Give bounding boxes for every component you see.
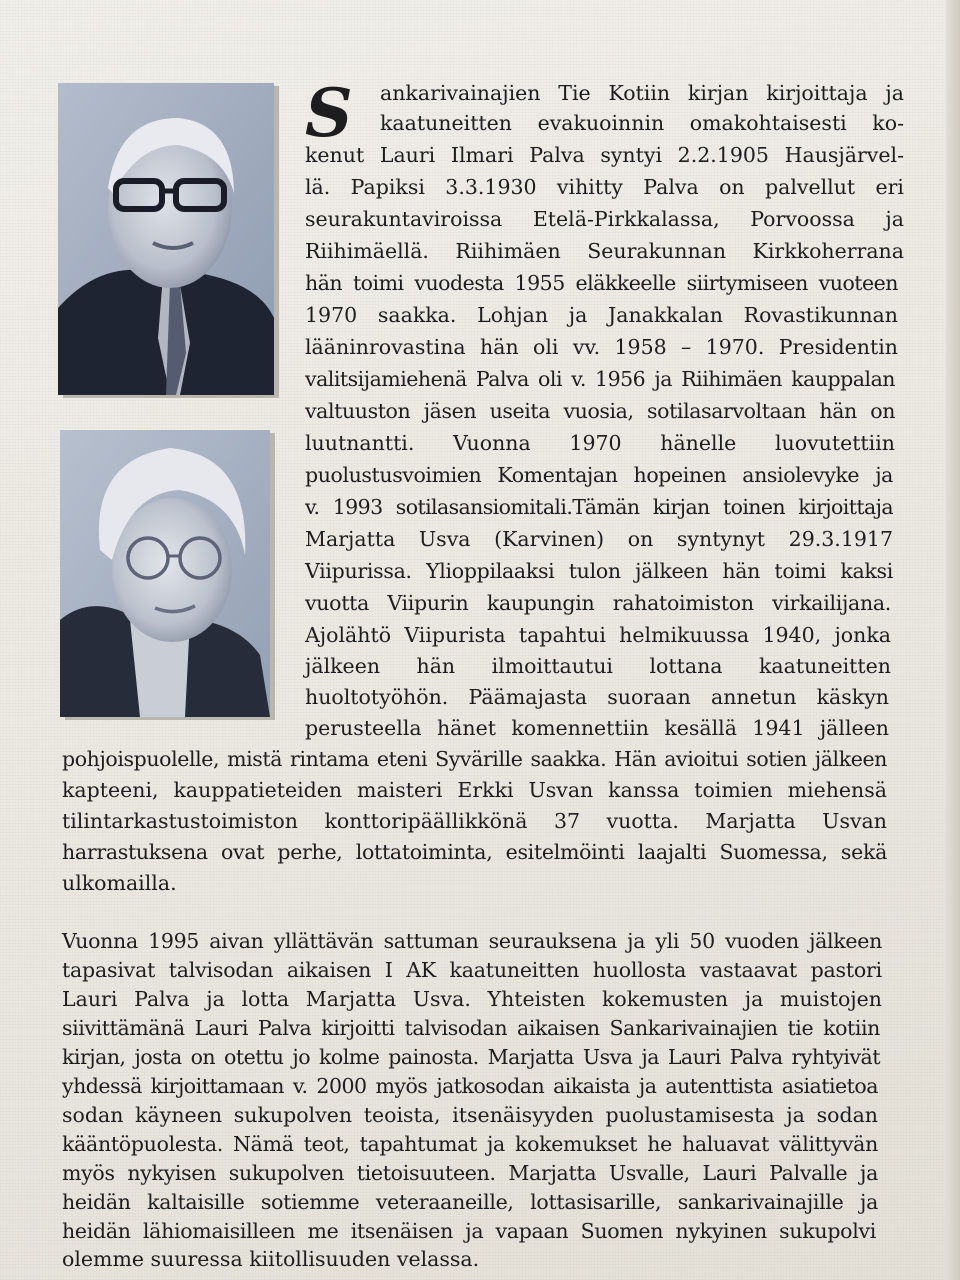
text-line: ulkomailla. bbox=[62, 871, 177, 895]
text-line: sodan käyneen sukupolven teoista, itsenäisyyden puolustamisesta ja sodan bbox=[62, 1103, 878, 1127]
page-edge bbox=[946, 0, 960, 1280]
text-line: heidän lähiomaisilleen me itsenäisen ja vapaan Suomen nykyinen sukupolvi bbox=[62, 1219, 876, 1243]
text-line: kenut Lauri Ilmari Palva syntyi 2.2.1905 Hausjärvel- bbox=[305, 143, 904, 167]
text-line: valtuuston jäsen useita vuosia, sotilasarvoltaan hän on bbox=[305, 399, 895, 423]
text-line: 1970 saakka. Lohjan ja Janakkalan Rovastikunnan bbox=[305, 303, 898, 327]
text-line: harrastuksena ovat perhe, lottatoiminta, esitelmöinti laajalti Suomessa, sekä bbox=[62, 840, 887, 864]
text-line: siivittämänä Lauri Palva kirjoitti talvisodan aikaisen Sankarivainajien tie kotiin bbox=[62, 1016, 880, 1040]
text-line: Viipurissa. Ylioppilaaksi tulon jälkeen hän toimi kaksi bbox=[305, 559, 893, 583]
text-line: valitsijamiehenä Palva oli v. 1956 ja Riihimäen kauppalan bbox=[305, 367, 895, 391]
portrait-photo-woman bbox=[60, 430, 270, 717]
text-line: myös nykyisen sukupolven tietoisuuteen. Marjatta Usvalle, Lauri Palvalle ja bbox=[62, 1161, 878, 1185]
text-line: lä. Papiksi 3.3.1930 vihitty Palva on palvellut eri bbox=[305, 175, 904, 199]
text-line: kääntöpuolesta. Nämä teot, tapahtumat ja kokemukset he haluavat välittyvän bbox=[62, 1132, 878, 1156]
text-line: jälkeen hän ilmoittautui lottana kaatuneitten bbox=[305, 654, 891, 678]
text-line: pohjoispuolelle, mistä rintama eteni Syvärille saakka. Hän avioitui sotien jälkeen bbox=[62, 747, 887, 771]
text-line: ankarivainajien Tie Kotiin kirjan kirjoittaja ja bbox=[380, 81, 904, 105]
text-line: olemme suuressa kiitollisuuden velassa. bbox=[62, 1247, 480, 1271]
text-line: lääninrovastina hän oli vv. 1958 – 1970. Presidentin bbox=[305, 335, 898, 359]
text-line: v. 1993 sotilasansiomitali.Tämän kirjan toinen kirjoittaja bbox=[305, 495, 893, 519]
portrait-photo-man bbox=[58, 83, 274, 395]
text-line: kaatuneitten evakuoinnin omakohtaisesti ko- bbox=[380, 111, 904, 135]
text-line: tapasivat talvisodan aikaisen I AK kaatuneitten huollosta vastaavat pastori bbox=[62, 958, 882, 982]
text-line: Ajolähtö Viipurista tapahtui helmikuussa 1940, jonka bbox=[305, 623, 891, 647]
text-line: Lauri Palva ja lotta Marjatta Usva. Yhteisten kokemusten ja muistojen bbox=[62, 987, 882, 1011]
text-line: vuotta Viipurin kaupungin rahatoimiston virkailijana. bbox=[305, 591, 891, 615]
text-line: heidän kaltaisille sotiemme veteraaneille, lottasisarille, sankarivainajille ja bbox=[62, 1190, 878, 1214]
text-line: tilintarkastustoimiston konttoripäällikkönä 37 vuotta. Marjatta Usvan bbox=[62, 809, 887, 833]
text-line: kapteeni, kauppatieteiden maisteri Erkki Usvan kanssa toimien miehensä bbox=[62, 778, 887, 802]
text-line: puolustusvoimien Komentajan hopeinen ansiolevyke ja bbox=[305, 463, 893, 487]
text-line: Riihimäellä. Riihimäen Seurakunnan Kirkkoherrana bbox=[305, 239, 904, 263]
text-line: Vuonna 1995 aivan yllättävän sattuman seurauksena ja yli 50 vuoden jälkeen bbox=[62, 929, 882, 953]
text-line: huoltotyöhön. Päämajasta suoraan annetun käskyn bbox=[305, 685, 889, 709]
text-line: kirjan, josta on otettu jo kolme painosta. Marjatta Usva ja Lauri Palva ryhtyivät bbox=[62, 1045, 880, 1069]
text-line: Marjatta Usva (Karvinen) on syntynyt 29.3.1917 bbox=[305, 527, 893, 551]
text-line: luutnantti. Vuonna 1970 hänelle luovutettiin bbox=[305, 431, 895, 455]
text-line: yhdessä kirjoittamaan v. 2000 myös jatkosodan aikaista ja autenttista asiatietoa bbox=[62, 1074, 878, 1098]
drop-cap-letter: S bbox=[305, 74, 353, 152]
text-line: seurakuntaviroissa Etelä-Pirkkalassa, Porvoossa ja bbox=[305, 207, 904, 231]
text-line: hän toimi vuodesta 1955 eläkkeelle siirtymiseen vuoteen bbox=[305, 271, 898, 295]
text-line: perusteella hänet komennettiin kesällä 1941 jälleen bbox=[305, 716, 889, 740]
